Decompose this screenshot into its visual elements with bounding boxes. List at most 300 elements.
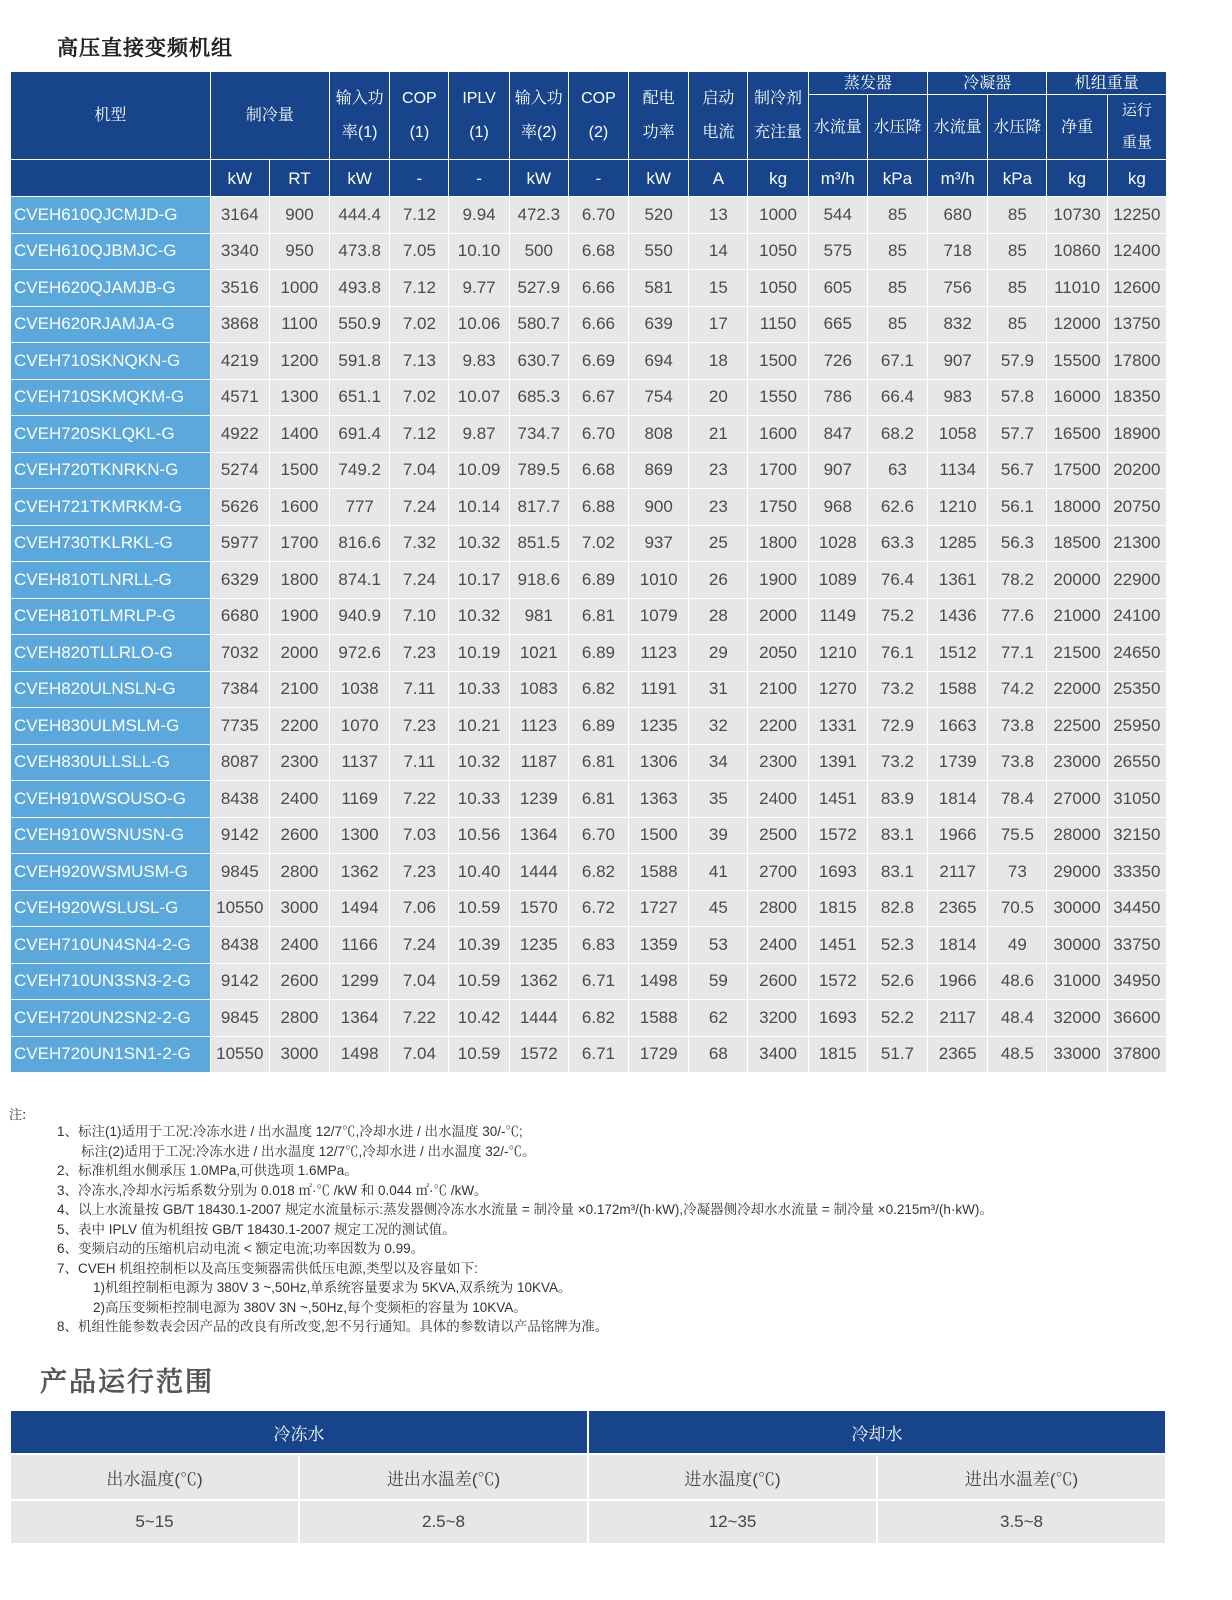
table-cell: 473.8: [330, 234, 390, 271]
table-cell: 591.8: [330, 343, 390, 380]
table-cell: 45: [689, 891, 748, 928]
table-cell: 18900: [1108, 416, 1167, 453]
table-row: [11, 1000, 1167, 1037]
table-cell: 56.7: [988, 453, 1047, 490]
range-header: 进出水温差(℃): [300, 1453, 589, 1499]
unit-cell: kPa: [868, 160, 928, 197]
table-row: [11, 1037, 1167, 1074]
table-cell: 15: [689, 270, 748, 307]
table-cell: 1600: [748, 416, 808, 453]
table-cell: 808: [629, 416, 689, 453]
table-cell: 34: [689, 745, 748, 782]
table-cell: 2050: [748, 635, 808, 672]
table-cell: 6680: [211, 599, 270, 636]
table-cell: 937: [629, 526, 689, 563]
header-cop-2: [569, 72, 629, 160]
table-cell: 1058: [928, 416, 988, 453]
header-text: 充注量: [754, 123, 803, 141]
table-cell: 1010: [629, 562, 689, 599]
table-cell: 1100: [270, 307, 330, 344]
table-cell: 1588: [629, 1000, 689, 1037]
table-cell: 1187: [510, 745, 569, 782]
table-cell: 7.05: [390, 234, 449, 271]
table-cell: 444.4: [330, 197, 390, 234]
table-cell: 9.94: [449, 197, 509, 234]
table-cell: 9142: [211, 818, 270, 855]
operating-range-table: [11, 1411, 1167, 1543]
model-cell: CVEH830ULMSLM-G: [11, 708, 211, 745]
table-cell: 527.9: [510, 270, 569, 307]
table-cell: 7.06: [390, 891, 449, 928]
operating-range-title: 产品运行范围: [40, 1367, 214, 1398]
header-operating-weight: [1108, 95, 1167, 160]
table-cell: 777: [330, 489, 390, 526]
table-cell: 7.11: [390, 745, 449, 782]
table-cell: 7.12: [390, 197, 449, 234]
table-cell: 9845: [211, 1000, 270, 1037]
table-cell: 33750: [1108, 927, 1167, 964]
table-cell: 1089: [809, 562, 868, 599]
table-cell: 10.59: [449, 964, 509, 1001]
table-cell: 16000: [1047, 380, 1107, 417]
header-text: 启动: [702, 89, 735, 107]
table-cell: 27000: [1047, 781, 1107, 818]
table-cell: 77.6: [988, 599, 1047, 636]
table-cell: 1572: [510, 1037, 569, 1074]
header-condenser: 冷凝器: [928, 72, 1047, 95]
unit-cell: kW: [211, 160, 270, 197]
table-cell: 52.3: [868, 927, 928, 964]
table-cell: 68.2: [868, 416, 928, 453]
table-row: [11, 891, 1167, 928]
notes-list: [57, 1122, 1227, 1337]
table-cell: 1693: [809, 1000, 868, 1037]
table-cell: 918.6: [510, 562, 569, 599]
table-cell: 7032: [211, 635, 270, 672]
table-cell: 6.68: [569, 234, 629, 271]
header-refrigerant-charge: [748, 72, 808, 160]
table-cell: 7.24: [390, 927, 449, 964]
table-cell: 900: [270, 197, 330, 234]
table-cell: 10.59: [449, 891, 509, 928]
table-cell: 6.71: [569, 964, 629, 1001]
table-cell: 1210: [809, 635, 868, 672]
table-cell: 7.12: [390, 270, 449, 307]
page-title: 高压直接变频机组: [57, 36, 233, 60]
table-cell: 1900: [270, 599, 330, 636]
table-row: [11, 234, 1167, 271]
spec-table-body: [11, 197, 1167, 1073]
table-cell: 9.77: [449, 270, 509, 307]
table-cell: 665: [809, 307, 868, 344]
table-cell: 7.10: [390, 599, 449, 636]
table-cell: 22000: [1047, 672, 1107, 709]
table-cell: 7.24: [390, 489, 449, 526]
table-cell: 1570: [510, 891, 569, 928]
table-cell: 1451: [809, 781, 868, 818]
table-cell: 7.24: [390, 562, 449, 599]
model-cell: CVEH710SKMQKM-G: [11, 380, 211, 417]
table-cell: 2117: [928, 1000, 988, 1037]
table-cell: 6.66: [569, 270, 629, 307]
table-cell: 66.4: [868, 380, 928, 417]
table-cell: 56.3: [988, 526, 1047, 563]
table-cell: 22900: [1108, 562, 1167, 599]
table-cell: 1235: [510, 927, 569, 964]
table-cell: 6.82: [569, 854, 629, 891]
table-cell: 550: [629, 234, 689, 271]
header-text: 运行: [1121, 102, 1152, 119]
spec-table-header: [11, 72, 1167, 197]
model-cell: CVEH720UN2SN2-2-G: [11, 1000, 211, 1037]
table-cell: 6.82: [569, 1000, 629, 1037]
table-cell: 85: [868, 270, 928, 307]
table-cell: 10.32: [449, 599, 509, 636]
table-cell: 68: [689, 1037, 748, 1074]
table-cell: 10730: [1047, 197, 1107, 234]
table-cell: 1700: [270, 526, 330, 563]
table-cell: 1500: [748, 343, 808, 380]
table-cell: 85: [988, 197, 1047, 234]
table-cell: 34950: [1108, 964, 1167, 1001]
table-cell: 2000: [270, 635, 330, 672]
note-item: 5、表中 IPLV 值为机组按 GB/T 18430.1-2007 规定工况的测试值。: [57, 1221, 456, 1237]
table-cell: 1150: [748, 307, 808, 344]
table-cell: 1050: [748, 270, 808, 307]
table-cell: 8438: [211, 781, 270, 818]
table-cell: 1600: [270, 489, 330, 526]
table-cell: 1123: [629, 635, 689, 672]
header-text: 率(1): [341, 123, 378, 141]
table-cell: 581: [629, 270, 689, 307]
table-cell: 869: [629, 453, 689, 490]
table-cell: 2200: [748, 708, 808, 745]
unit-cell: RT: [270, 160, 330, 197]
table-cell: 3340: [211, 234, 270, 271]
table-cell: 10.14: [449, 489, 509, 526]
table-cell: 1572: [809, 964, 868, 1001]
table-cell: 53: [689, 927, 748, 964]
table-cell: 1038: [330, 672, 390, 709]
note-item: 4、以上水流量按 GB/T 18430.1-2007 规定水流量标示:蒸发器侧冷冻水水流量 = 制冷量 ×0.172m³/(h·kW),冷凝器侧冷却水水流量 = 制冷量 ×0.215m³/(h·kW)。: [57, 1202, 993, 1217]
model-cell: CVEH910WSNUSN-G: [11, 818, 211, 855]
table-cell: 83.1: [868, 854, 928, 891]
unit-cell: kg: [748, 160, 808, 197]
header-cooling-capacity: 制冷量: [211, 72, 330, 160]
table-cell: 83.1: [868, 818, 928, 855]
table-cell: 940.9: [330, 599, 390, 636]
table-cell: 10.56: [449, 818, 509, 855]
table-cell: 11010: [1047, 270, 1107, 307]
table-cell: 1494: [330, 891, 390, 928]
table-cell: 580.7: [510, 307, 569, 344]
table-cell: 7735: [211, 708, 270, 745]
table-cell: 77.1: [988, 635, 1047, 672]
table-cell: 85: [988, 234, 1047, 271]
table-cell: 10.40: [449, 854, 509, 891]
range-value: 2.5~8: [300, 1499, 589, 1543]
table-cell: 7384: [211, 672, 270, 709]
table-cell: 7.03: [390, 818, 449, 855]
table-cell: 2300: [270, 745, 330, 782]
unit-cell: -: [390, 160, 449, 197]
table-cell: 7.04: [390, 964, 449, 1001]
table-cell: 85: [988, 307, 1047, 344]
table-cell: 749.2: [330, 453, 390, 490]
unit-cell: -: [449, 160, 509, 197]
model-cell: CVEH910WSOUSO-G: [11, 781, 211, 818]
table-cell: 7.23: [390, 854, 449, 891]
table-cell: 1021: [510, 635, 569, 672]
table-cell: 25950: [1108, 708, 1167, 745]
table-cell: 605: [809, 270, 868, 307]
model-cell: CVEH610QJBMJC-G: [11, 234, 211, 271]
table-cell: 2400: [748, 927, 808, 964]
table-cell: 2100: [270, 672, 330, 709]
table-cell: 7.02: [390, 307, 449, 344]
table-cell: 7.02: [390, 380, 449, 417]
table-cell: 20: [689, 380, 748, 417]
table-cell: 7.23: [390, 635, 449, 672]
model-cell: CVEH610QJCMJD-G: [11, 197, 211, 234]
table-cell: 7.04: [390, 453, 449, 490]
table-cell: 73.8: [988, 745, 1047, 782]
table-cell: 1070: [330, 708, 390, 745]
table-cell: 17: [689, 307, 748, 344]
unit-cell: -: [569, 160, 629, 197]
table-cell: 1270: [809, 672, 868, 709]
header-input-power-2: [510, 72, 569, 160]
header-text: COP: [581, 89, 616, 107]
table-cell: 57.9: [988, 343, 1047, 380]
table-cell: 1815: [809, 1037, 868, 1074]
table-cell: 817.7: [510, 489, 569, 526]
range-value: 12~35: [589, 1499, 878, 1543]
table-cell: 1191: [629, 672, 689, 709]
model-cell: CVEH720UN1SN1-2-G: [11, 1037, 211, 1074]
table-cell: 76.1: [868, 635, 928, 672]
header-model-units-blank: [11, 160, 211, 197]
table-cell: 907: [928, 343, 988, 380]
table-cell: 74.2: [988, 672, 1047, 709]
table-cell: 8438: [211, 927, 270, 964]
table-cell: 14: [689, 234, 748, 271]
note-item: 7、CVEH 机组控制柜以及高压变频器需供低压电源,类型以及容量如下:: [57, 1260, 478, 1276]
table-cell: 2400: [270, 781, 330, 818]
table-cell: 907: [809, 453, 868, 490]
unit-cell: A: [689, 160, 748, 197]
header-model: 机型: [11, 72, 211, 160]
table-cell: 57.8: [988, 380, 1047, 417]
table-cell: 493.8: [330, 270, 390, 307]
table-row: [11, 927, 1167, 964]
model-cell: CVEH820ULNSLN-G: [11, 672, 211, 709]
range-header: 进出水温差(℃): [878, 1453, 1167, 1499]
table-cell: 5626: [211, 489, 270, 526]
note-item: 2)高压变频柜控制电源为 380V 3N ~,50Hz,每个变频柜的容量为 10KVA。: [93, 1299, 527, 1315]
table-cell: 63: [868, 453, 928, 490]
table-cell: 18: [689, 343, 748, 380]
header-text: IPLV: [462, 89, 496, 107]
table-cell: 575: [809, 234, 868, 271]
table-cell: 18500: [1047, 526, 1107, 563]
table-cell: 7.11: [390, 672, 449, 709]
table-cell: 1814: [928, 927, 988, 964]
table-cell: 1800: [270, 562, 330, 599]
header-starting-current: [689, 72, 748, 160]
table-cell: 1750: [748, 489, 808, 526]
table-cell: 2800: [270, 1000, 330, 1037]
table-cell: 2200: [270, 708, 330, 745]
header-text: 配电: [642, 89, 675, 107]
table-cell: 1000: [748, 197, 808, 234]
unit-cell: kg: [1047, 160, 1107, 197]
table-cell: 472.3: [510, 197, 569, 234]
table-cell: 9.83: [449, 343, 509, 380]
table-cell: 1299: [330, 964, 390, 1001]
table-cell: 16500: [1047, 416, 1107, 453]
table-cell: 1239: [510, 781, 569, 818]
table-cell: 25: [689, 526, 748, 563]
table-cell: 2100: [748, 672, 808, 709]
model-cell: CVEH830ULLSLL-G: [11, 745, 211, 782]
table-cell: 3164: [211, 197, 270, 234]
table-cell: 32: [689, 708, 748, 745]
table-cell: 1498: [629, 964, 689, 1001]
table-cell: 3200: [748, 1000, 808, 1037]
table-cell: 10.32: [449, 526, 509, 563]
table-cell: 874.1: [330, 562, 390, 599]
table-row: [11, 964, 1167, 1001]
table-cell: 1498: [330, 1037, 390, 1074]
table-cell: 651.1: [330, 380, 390, 417]
table-cell: 691.4: [330, 416, 390, 453]
table-cell: 754: [629, 380, 689, 417]
note-item: 6、变频启动的压缩机启动电流 < 额定电流;功率因数为 0.99。: [57, 1241, 425, 1256]
table-cell: 1361: [928, 562, 988, 599]
table-cell: 7.32: [390, 526, 449, 563]
table-cell: 21300: [1108, 526, 1167, 563]
header-unit-weight: 机组重量: [1047, 72, 1167, 95]
model-cell: CVEH710UN3SN3-2-G: [11, 964, 211, 1001]
table-cell: 85: [868, 197, 928, 234]
note-item: 8、机组性能参数表会因产品的改良有所改变,恕不另行通知。具体的参数请以产品铭牌为准。: [57, 1319, 609, 1334]
table-cell: 1729: [629, 1037, 689, 1074]
model-cell: CVEH720SKLQKL-G: [11, 416, 211, 453]
header-evap-water-flow: 水流量: [809, 95, 868, 160]
table-cell: 1123: [510, 708, 569, 745]
table-cell: 6.89: [569, 708, 629, 745]
table-cell: 41: [689, 854, 748, 891]
table-cell: 1815: [809, 891, 868, 928]
table-cell: 39: [689, 818, 748, 855]
unit-cell: m³/h: [928, 160, 988, 197]
table-cell: 2300: [748, 745, 808, 782]
table-cell: 83.9: [868, 781, 928, 818]
table-cell: 10.06: [449, 307, 509, 344]
table-cell: 2700: [748, 854, 808, 891]
table-cell: 9845: [211, 854, 270, 891]
table-cell: 789.5: [510, 453, 569, 490]
table-cell: 7.02: [569, 526, 629, 563]
table-cell: 1451: [809, 927, 868, 964]
unit-cell: kg: [1108, 160, 1167, 197]
table-cell: 1500: [629, 818, 689, 855]
table-cell: 24650: [1108, 635, 1167, 672]
unit-cell: kW: [330, 160, 390, 197]
table-cell: 32000: [1047, 1000, 1107, 1037]
table-cell: 48.4: [988, 1000, 1047, 1037]
table-cell: 31000: [1047, 964, 1107, 1001]
header-text: 输入功: [335, 89, 384, 107]
table-cell: 1137: [330, 745, 390, 782]
range-value: 5~15: [11, 1499, 300, 1543]
table-cell: 1663: [928, 708, 988, 745]
table-cell: 2600: [270, 818, 330, 855]
table-row: [11, 380, 1167, 417]
table-cell: 972.6: [330, 635, 390, 672]
table-cell: 5977: [211, 526, 270, 563]
table-cell: 82.8: [868, 891, 928, 928]
table-cell: 2500: [748, 818, 808, 855]
table-cell: 1436: [928, 599, 988, 636]
range-group-cooling-water: 冷却水: [589, 1411, 1167, 1453]
table-cell: 28000: [1047, 818, 1107, 855]
table-cell: 6.67: [569, 380, 629, 417]
table-cell: 52.2: [868, 1000, 928, 1037]
table-cell: 12250: [1108, 197, 1167, 234]
table-cell: 85: [868, 234, 928, 271]
table-cell: 3000: [270, 891, 330, 928]
table-cell: 10.59: [449, 1037, 509, 1074]
table-cell: 1966: [928, 964, 988, 1001]
table-row: [11, 635, 1167, 672]
table-cell: 8087: [211, 745, 270, 782]
table-cell: 1693: [809, 854, 868, 891]
header-text: 率(2): [520, 123, 557, 141]
table-cell: 1391: [809, 745, 868, 782]
header-text: 电流: [702, 123, 735, 141]
model-cell: CVEH720TKNRKN-G: [11, 453, 211, 490]
table-cell: 30000: [1047, 891, 1107, 928]
table-cell: 10.33: [449, 781, 509, 818]
table-cell: 1285: [928, 526, 988, 563]
table-cell: 4571: [211, 380, 270, 417]
model-cell: CVEH810TLNRLL-G: [11, 562, 211, 599]
range-header: 进水温度(℃): [589, 1453, 878, 1499]
table-cell: 62.6: [868, 489, 928, 526]
table-cell: 1235: [629, 708, 689, 745]
table-row: [11, 672, 1167, 709]
model-cell: CVEH620QJAMJB-G: [11, 270, 211, 307]
table-row: [11, 818, 1167, 855]
table-row: [11, 197, 1167, 234]
table-cell: 2600: [270, 964, 330, 1001]
table-cell: 550.9: [330, 307, 390, 344]
table-row: [11, 745, 1167, 782]
table-cell: 1331: [809, 708, 868, 745]
table-cell: 10.17: [449, 562, 509, 599]
table-cell: 18350: [1108, 380, 1167, 417]
table-cell: 23: [689, 453, 748, 490]
table-cell: 10.07: [449, 380, 509, 417]
table-cell: 13: [689, 197, 748, 234]
table-cell: 15500: [1047, 343, 1107, 380]
table-cell: 29000: [1047, 854, 1107, 891]
table-cell: 7.04: [390, 1037, 449, 1074]
table-cell: 1169: [330, 781, 390, 818]
table-cell: 10550: [211, 1037, 270, 1074]
